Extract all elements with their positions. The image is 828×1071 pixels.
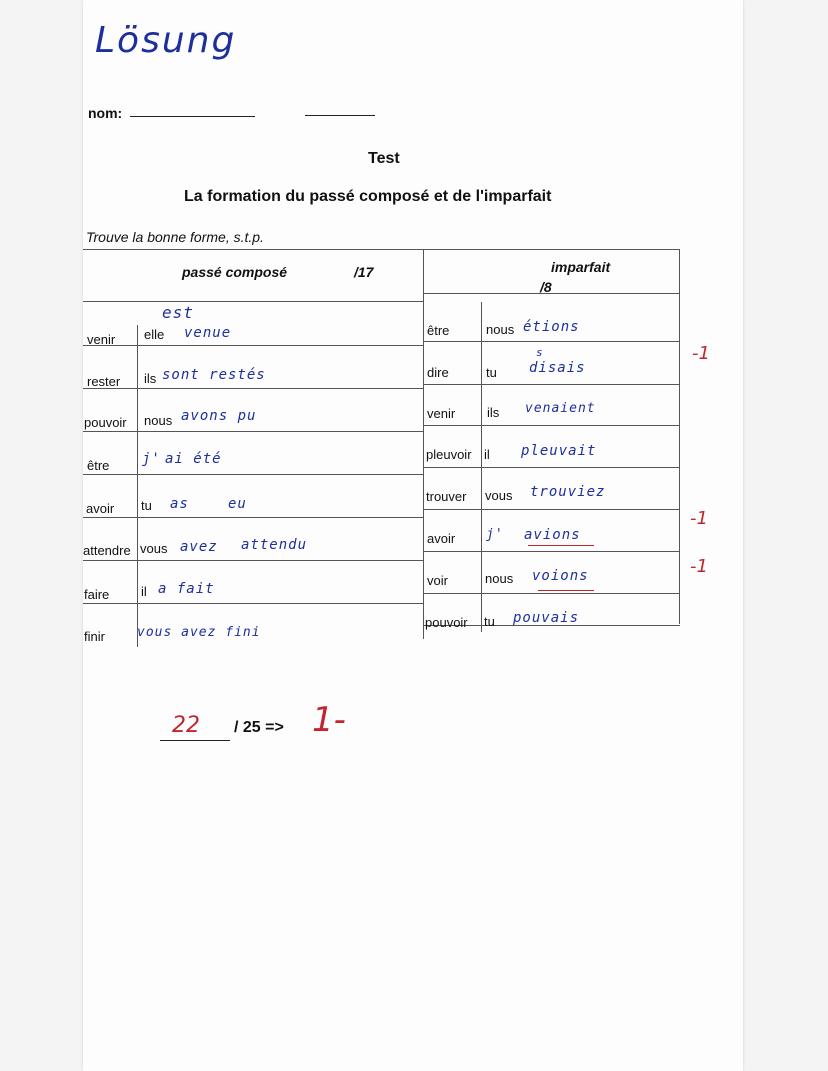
left-pronoun-4: j': [142, 451, 161, 467]
right-answer-3: venaient: [525, 401, 596, 416]
left-pronoun-3: nous: [144, 413, 173, 428]
right-pronoun-5: vous: [485, 488, 513, 503]
right-verb-7: voir: [427, 573, 448, 588]
left-answer-2: sont restés: [162, 367, 266, 383]
left-pronoun-1: elle: [144, 327, 165, 342]
left-pronoun-7: il: [141, 584, 147, 599]
margin-mark-1: -1: [692, 343, 710, 364]
right-answer-7: voions: [532, 568, 589, 584]
left-verb-5: avoir: [86, 501, 115, 516]
right-answer-2: disais: [529, 360, 586, 376]
left-verb-6: attendre: [83, 543, 131, 558]
left-pronoun-2: ils: [144, 371, 157, 386]
subtitle: La formation du passé composé et de l'imparfait: [184, 188, 552, 205]
score-imparfait: /8: [540, 279, 552, 295]
left-answer-8: vous avez fini: [137, 625, 261, 640]
right-answer-6: avions: [524, 527, 581, 543]
left-verb-2: rester: [87, 374, 121, 389]
left-answer-6: avez: [180, 539, 218, 555]
score-passe-compose: /17: [354, 264, 374, 280]
heading-imparfait: imparfait: [551, 259, 611, 275]
heading-passe-compose: passé composé: [182, 264, 288, 280]
left-pronoun-5: tu: [141, 498, 152, 513]
instruction: Trouve la bonne forme, s.t.p.: [86, 229, 264, 245]
left-correction-1: est: [162, 303, 194, 322]
right-verb-1: être: [427, 323, 450, 338]
grade-total: / 25 =>: [234, 719, 284, 736]
right-answer-5: trouviez: [530, 484, 606, 500]
margin-mark-2: -1: [690, 508, 708, 529]
margin-mark-3: -1: [690, 556, 708, 577]
right-answer-1: étions: [523, 319, 580, 335]
grade-note: 1-: [312, 700, 346, 740]
left-answer-5: as: [170, 496, 189, 512]
right-pronoun-3: ils: [487, 405, 500, 420]
left-pronoun-6: vous: [140, 541, 168, 556]
right-pronoun-2: tu: [486, 365, 497, 380]
right-correction-2: s: [536, 346, 544, 359]
grade-points: 22: [172, 713, 200, 738]
right-verb-6: avoir: [427, 531, 456, 546]
left-answer-6b: attendu: [241, 537, 308, 553]
right-verb-5: trouver: [426, 489, 467, 504]
right-verb-3: venir: [427, 406, 456, 421]
grade-line: [160, 740, 230, 741]
right-verb-2: dire: [427, 365, 449, 380]
right-verb-4: pleuvoir: [426, 447, 472, 462]
right-pronoun-4: il: [484, 447, 490, 462]
right-answer-8: pouvais: [513, 610, 580, 626]
right-pronoun-6: j': [486, 527, 504, 542]
left-verb-3: pouvoir: [84, 415, 127, 430]
left-answer-7: a fait: [158, 581, 215, 597]
left-verb-4: être: [87, 458, 110, 473]
right-verb-8: pouvoir: [425, 615, 468, 630]
left-answer-1: venue: [184, 325, 232, 341]
left-answer-4: ai été: [165, 451, 222, 467]
left-verb-8: finir: [84, 629, 105, 644]
left-verb-1: venir: [87, 332, 116, 347]
right-pronoun-8: tu: [484, 614, 495, 629]
handwritten-title: Lösung: [95, 20, 237, 61]
underline-mark: [538, 590, 594, 591]
left-verb-7: faire: [84, 587, 110, 602]
right-pronoun-7: nous: [485, 571, 514, 586]
test-title: Test: [368, 150, 400, 167]
right-answer-4: pleuvait: [521, 443, 597, 459]
nom-line: [130, 116, 255, 117]
left-answer-3: avons pu: [181, 408, 257, 424]
underline-mark: [528, 545, 594, 546]
left-answer-5b: eu: [228, 496, 247, 512]
right-pronoun-1: nous: [486, 322, 515, 337]
nom-line-2: [305, 115, 375, 116]
nom-label: nom:: [88, 105, 123, 121]
